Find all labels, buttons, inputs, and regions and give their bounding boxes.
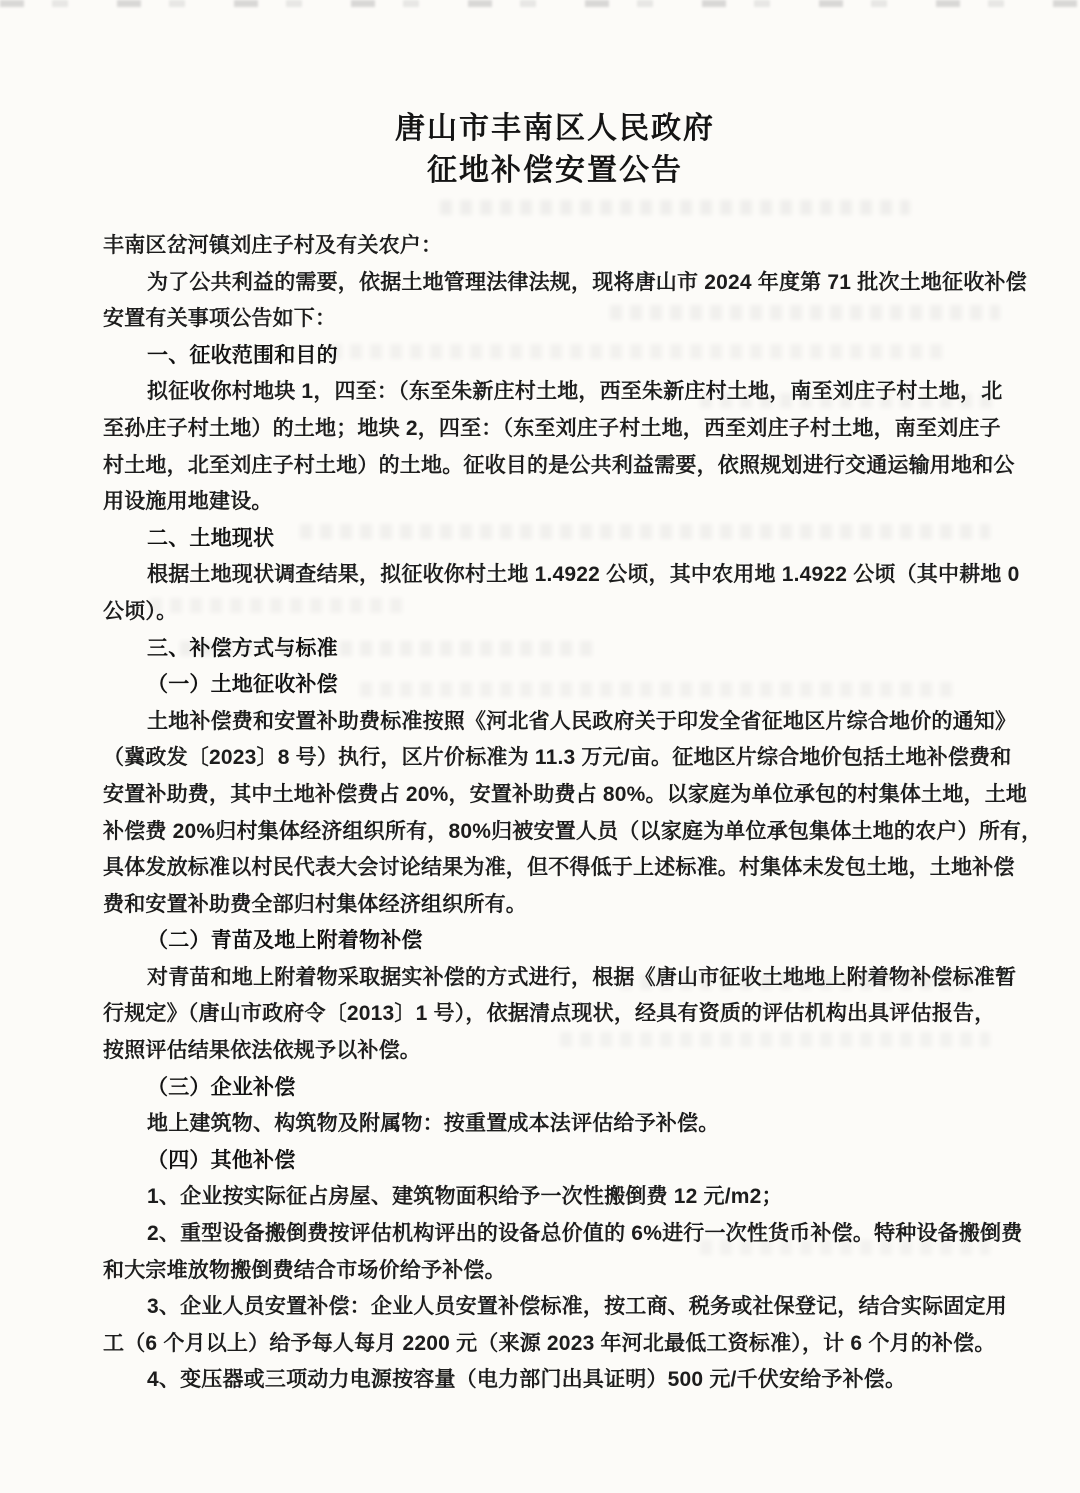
document-title-line1: 唐山市丰南区人民政府: [395, 112, 715, 145]
document-line: 二、土地现状: [147, 526, 275, 550]
document-line: 为了公共利益的需要，依据土地管理法律法规，现将唐山市 2024 年度第 71 批次土地征收补偿: [147, 270, 1027, 294]
document-line: （四）其他补偿: [147, 1148, 296, 1172]
document-line: （三）企业补偿: [147, 1075, 296, 1099]
document-line: 公顷）。: [103, 599, 178, 623]
document-line: 4、变压器或三项动力电源按容量（电力部门出具证明）500 元/千伏安给予补偿。: [147, 1368, 907, 1392]
document-line: （一）土地征收补偿: [147, 673, 338, 697]
document-line: 用设施用地建设。: [103, 490, 273, 514]
document-line: 和大宗堆放物搬倒费结合市场价给予补偿。: [103, 1258, 506, 1282]
document-line: 对青苗和地上附着物采取据实补偿的方式进行，根据《唐山市征收土地地上附着物补偿标准暂: [147, 965, 1017, 989]
document-line: （冀政发〔2023〕8 号）执行，区片价标准为 11.3 万元/亩。征地区片综合地价包括土地补偿费和: [103, 746, 1012, 770]
document-line: 费和安置补助费全部归村集体经济组织所有。: [103, 892, 527, 916]
document-line: 至孙庄子村土地）的土地；地块 2，四至：（东至刘庄子村土地，西至刘庄子村土地，南至刘庄子: [103, 416, 1001, 440]
document-line: 根据土地现状调查结果，拟征收你村土地 1.4922 公顷，其中农用地 1.4922 公顷（其中耕地 0: [147, 563, 1020, 587]
document-line: 3、企业人员安置补偿：企业人员安置补偿标准，按工商、税务或社保登记，结合实际固定用: [147, 1295, 1007, 1319]
document-line: （二）青苗及地上附着物补偿: [147, 929, 423, 953]
document-line: 村土地，北至刘庄子村土地）的土地。征收目的是公共利益需要，依照规划进行交通运输用地和公: [103, 453, 1015, 477]
document-line: 三、补偿方式与标准: [147, 636, 338, 660]
document-line: 1、企业按实际征占房屋、建筑物面积给予一次性搬倒费 12 元/m2；: [147, 1185, 783, 1209]
document-line: 工（6 个月以上）给予每人每月 2200 元（来源 2023 年河北最低工资标准），计 6 个月的补偿。: [103, 1331, 996, 1355]
document-body: [103, 228, 1043, 1399]
document-line: 拟征收你村地块 1，四至：（东至朱新庄村土地，西至朱新庄村土地，南至刘庄子村土地，北: [147, 380, 1003, 404]
document-line: 地上建筑物、构筑物及附属物：按重置成本法评估给予补偿。: [147, 1112, 720, 1136]
document-title-line2: 征地补偿安置公告: [427, 154, 683, 187]
document-line: 安置补助费，其中土地补偿费占 20%，安置补助费占 80%。以家庭为单位承包的村集体土地，土地: [103, 782, 1028, 806]
document-title: [15, 0, 1080, 192]
document-line: 具体发放标准以村民代表大会讨论结果为准，但不得低于上述标准。村集体未发包土地，土地补偿: [103, 856, 1015, 880]
document-line: 按照评估结果依法依规予以补偿。: [103, 1039, 421, 1063]
document-line: 行规定》（唐山市政府令〔2013〕1 号），依据清点现状，经具有资质的评估机构出具评估报告，: [103, 1002, 996, 1026]
bleed-through-artifact: [440, 200, 910, 215]
document-line: 补偿费 20%归村集体经济组织所有，80%归被安置人员（以家庭为单位承包集体土地的农户）所有，: [103, 819, 1043, 843]
document-line: 安置有关事项公告如下：: [103, 307, 337, 331]
document-line: 2、重型设备搬倒费按评估机构评出的设备总价值的 6%进行一次性货币补偿。特种设备搬倒费: [147, 1222, 1023, 1246]
document-line: 一、征收范围和目的: [147, 343, 338, 367]
document-line: 土地补偿费和安置补助费标准按照《河北省人民政府关于印发全省征地区片综合地价的通知》: [147, 709, 1017, 733]
document-line: 丰南区岔河镇刘庄子村及有关农户：: [103, 234, 443, 257]
